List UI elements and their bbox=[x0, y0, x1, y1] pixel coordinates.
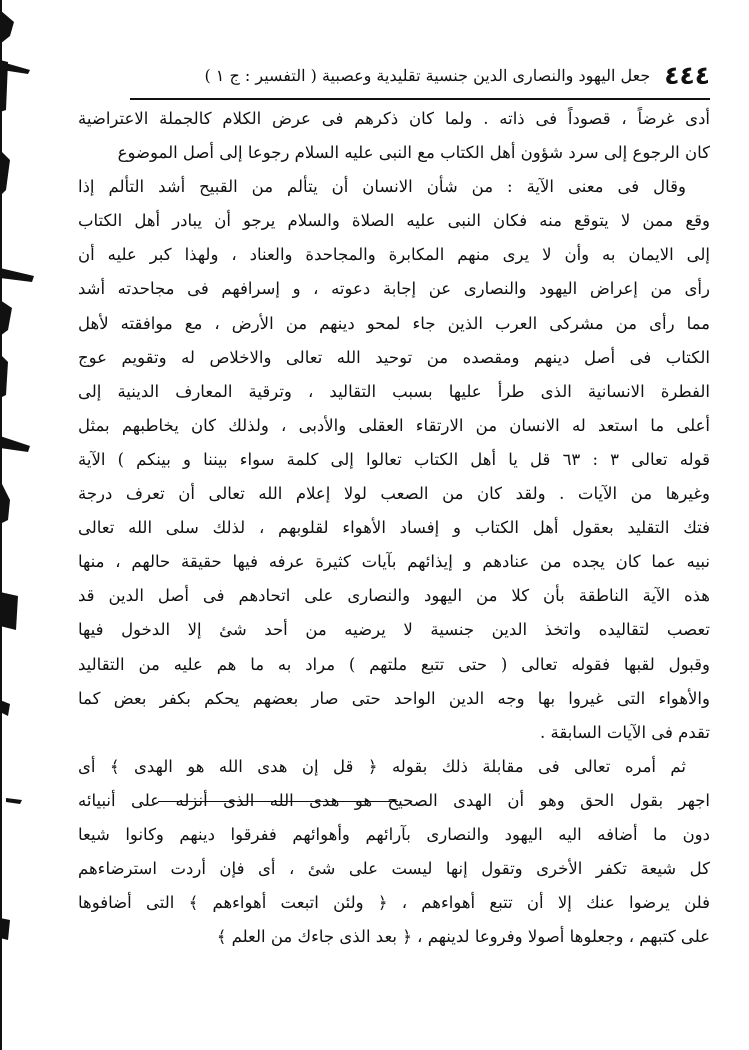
text-line: وقال فى معنى الآية : من شأن الانسان أن يتألم من القبيح أشد التألم إذا bbox=[78, 177, 686, 197]
text-line: كل شيعة تكفر الأخرى وتقول إنها ليست على شئ ، أى فإن أردت استرضاءهم bbox=[78, 859, 710, 879]
text-line: تقدم فى الآيات السابقة . bbox=[540, 722, 710, 742]
text-line: الكتاب فى أصل دينهم ومقصده من توحيد الله تعالى والاخلاص له وتقويم عوج bbox=[78, 347, 710, 367]
page-number: ٤٤٤ bbox=[664, 60, 710, 90]
text-line: أدى غرضاً ، قصوداً فى ذاته . ولما كان ذكرهم فى عرض الكلام كالجملة الاعتراضية bbox=[78, 109, 710, 128]
text-line: وقع ممن لا يتوقع منه فكان النبى عليه الصلاة والسلام يرجو أن يبادر أهل الكتاب bbox=[78, 211, 710, 231]
text-line: رأى من إعراض اليهود والنصارى عن إجابة دعوته ، و إسرافهم فى مجاحدته أشد bbox=[78, 279, 710, 299]
text-line: كان الرجوع إلى سرد شؤون أهل الكتاب مع النبى عليه السلام رجوعا إلى أصل الموضوع bbox=[117, 143, 710, 163]
text-line: فلن يرضوا عنك إلا أن تتبع أهواءهم ، ﴿ ولئن اتبعت أهواءهم ﴾ التى أضافوها bbox=[78, 893, 710, 913]
text-line: أعلى ما استعد له الانسان من الارتقاء العقلى والأدبى ، ولذلك كان يخاطبهم بمثل bbox=[78, 415, 710, 435]
text-line: وغيرها من الآيات . ولقد كان من الصعب لولا إعلام الله تعالى أن تعرف درجة bbox=[78, 484, 710, 504]
body-text bbox=[78, 102, 710, 954]
text-line: ثم أمره تعالى فى مقابلة ذلك بقوله ﴿ قل إن هدى الله هو الهدى ﴾ أى bbox=[78, 756, 686, 776]
text-line: الفطرة الانسانية الذى طرأ عليها بسبب التقاليد ، وترقية المعارف الدينية إلى bbox=[78, 381, 710, 401]
text-line: نبيه عما كان يجده من عنادهم و إيذائهم بآيات كثيرة عرفه فيها حقيقة حالهم ، منها bbox=[78, 552, 710, 572]
scan-edge-marks bbox=[0, 0, 34, 1050]
text-line: إلى الايمان به وأن لا يرى منهم المكابرة والمجاحدة والعناد ، ولهذا كبر عليه أن bbox=[78, 245, 710, 265]
text-line: هذه الآية الناطقة بأن كلا من اليهود والنصارى على اتحادهم فى أصل الدين قد bbox=[78, 586, 710, 606]
text-line: على كتبهم ، وجعلوها أصولا وفروعا لدينهم ، ﴿ بعد الذى جاءك من العلم ﴾ bbox=[216, 927, 710, 947]
text-line: اجهر بقول الحق وهو أن الهدى الصحيح هو هدى الله الذى أنزله على أنبيائه bbox=[78, 790, 710, 810]
text-line: فتك التقليد بعقول أهل الكتاب و إفساد الأهواء لقلوبهم ، لذلك سلى الله تعالى bbox=[78, 518, 710, 538]
text-line: مما رأى من مشركى العرب الذين جاء لمحو دينهم من الأرض ، مع موافقته لأهل bbox=[78, 313, 710, 333]
text-line: تعصب لتقاليده واتخذ الدين جنسية لا يرضيه من أحد شئ إلا الدخول فيها bbox=[78, 620, 710, 640]
text-line: دون ما أضافه اليه اليهود والنصارى بآرائهم وأهوائهم ففرقوا دينهم وكانوا شيعا bbox=[78, 824, 710, 844]
running-title: جعل اليهود والنصارى الدين جنسية تقليدية وعصبية ( التفسير : ج ١ ) bbox=[204, 65, 651, 85]
text-line: قوله تعالى ٣ : ٦٣ قل يا أهل الكتاب تعالوا إلى كلمة سواء بيننا و بينكم ) الآية bbox=[78, 449, 710, 469]
text-line: وقبول لقبها فقوله تعالى ( حتى تتبع ملتهم ) مراد به ما هم عليه من التقاليد bbox=[78, 654, 710, 674]
page-header bbox=[130, 52, 710, 100]
text-line: والأهواء التى غيروا بها وجه الدين الواحد حتى صار بعضهم يحكم بكفر بعض كما bbox=[78, 688, 710, 708]
